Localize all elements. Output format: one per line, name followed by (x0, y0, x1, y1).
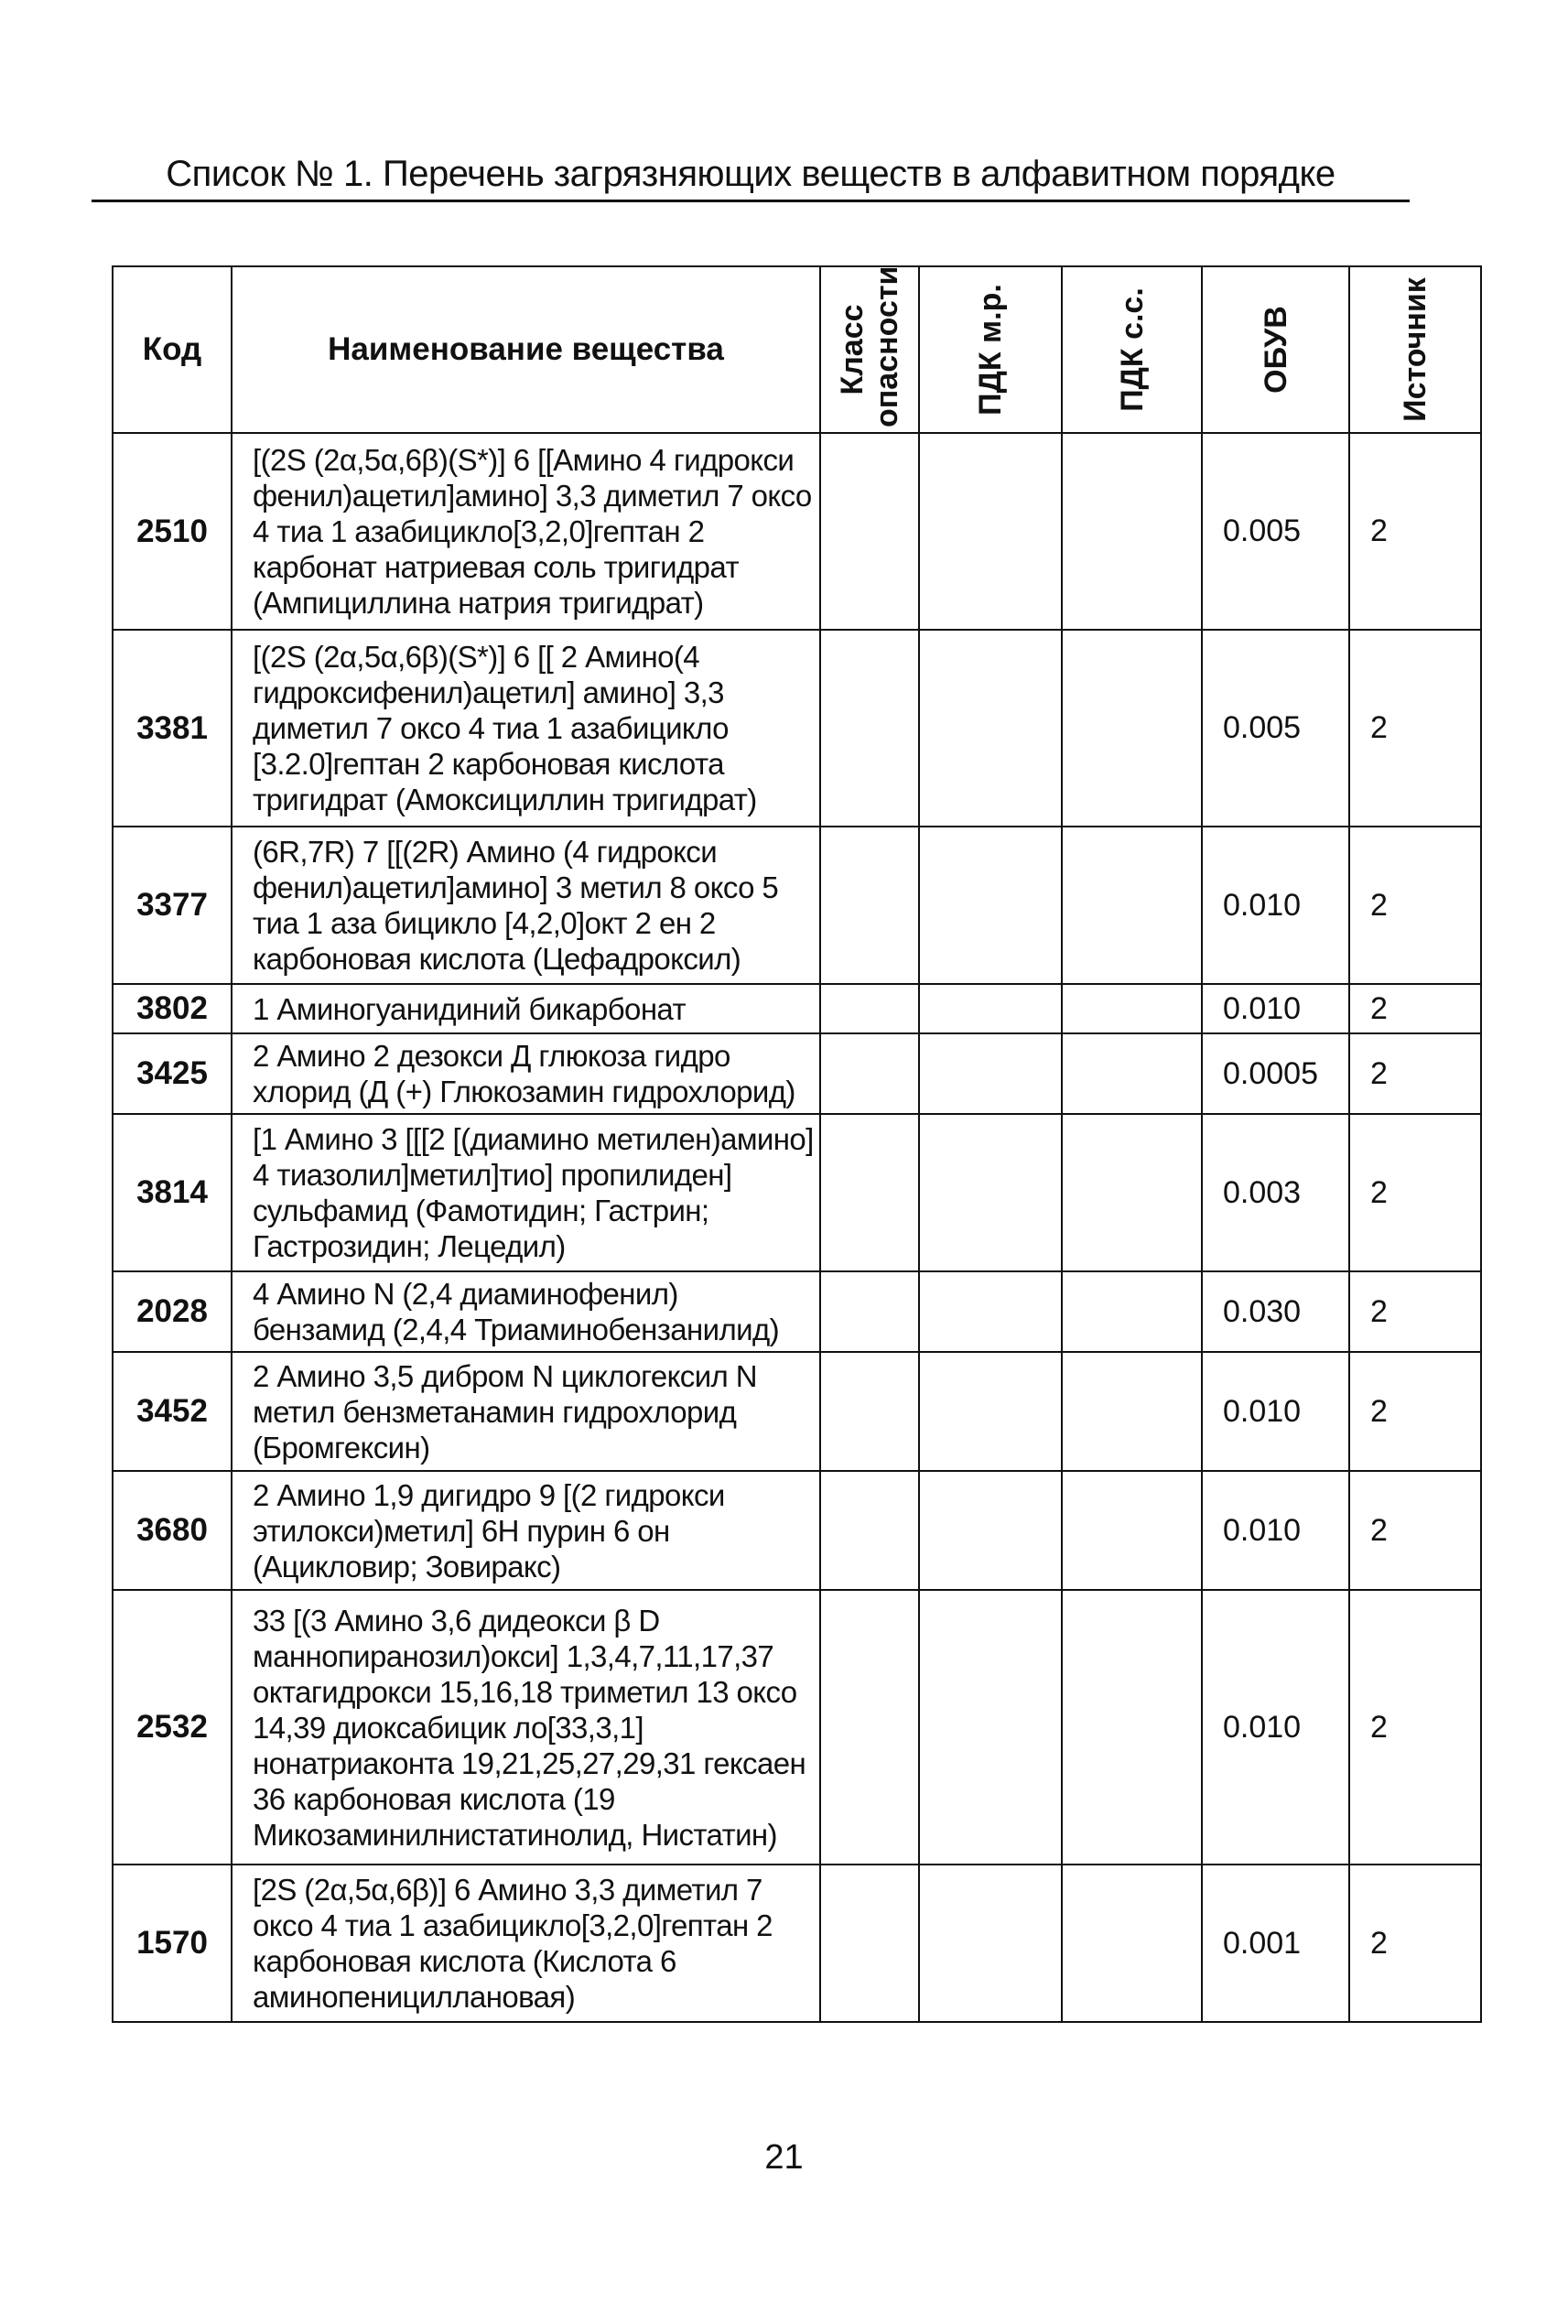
table-row (113, 1352, 1481, 1471)
page-title: Список № 1. Перечень загрязняющих веществ в алфавитном порядке (166, 154, 1336, 194)
cell-name: 2 Амино 2 дезокси Д глюкоза гидро хлорид (Д (+) Глюкозамин гидрохлорид) (232, 1033, 820, 1114)
cell-name: [(2S (2α,5α,6β)(S*)] 6 [[Амино 4 гидрокси фенил)ацетил]амино] 3,3 диметил 7 оксо 4 тиа 1 азабицикло[3,2,0]гептан 2 карбонат натриевая соль тригидрат (Ампициллина натрия тригидрат) (232, 433, 820, 630)
cell-pdk-ss (1062, 1590, 1202, 1865)
cell-pdk-mr (919, 1033, 1062, 1114)
cell-pdk-mr (919, 1590, 1062, 1865)
cell-obuv: 0.003 (1202, 1114, 1349, 1271)
cell-source: 2 (1349, 1471, 1481, 1590)
cell-pdk-mr (919, 1471, 1062, 1590)
col-header-obuv (1202, 266, 1349, 433)
cell-source: 2 (1349, 630, 1481, 827)
cell-source: 2 (1349, 1114, 1481, 1271)
cell-hazard-class (820, 827, 919, 984)
cell-obuv: 0.001 (1202, 1865, 1349, 2022)
cell-pdk-mr (919, 827, 1062, 984)
cell-code: 2028 (113, 1271, 232, 1352)
cell-code: 1570 (113, 1865, 232, 2022)
table-row (113, 630, 1481, 827)
cell-source: 2 (1349, 1865, 1481, 2022)
table-row (113, 1590, 1481, 1865)
cell-pdk-ss (1062, 827, 1202, 984)
title-divider (92, 200, 1410, 202)
cell-name: 1 Аминогуанидиний бикарбонат (232, 984, 820, 1033)
cell-source: 2 (1349, 1271, 1481, 1352)
cell-code: 3680 (113, 1471, 232, 1590)
table-row (113, 433, 1481, 630)
cell-obuv: 0.010 (1202, 1352, 1349, 1471)
col-header-hazard-class (820, 266, 919, 433)
cell-code: 3381 (113, 630, 232, 827)
cell-pdk-ss (1062, 1352, 1202, 1471)
col-header-pdk-mr (919, 266, 1062, 433)
cell-pdk-ss (1062, 1865, 1202, 2022)
cell-obuv: 0.010 (1202, 1590, 1349, 1865)
cell-obuv: 0.005 (1202, 433, 1349, 630)
cell-name: 33 [(3 Амино 3,6 дидеокси β D маннопиранозил)окси] 1,3,4,7,11,17,37 октагидрокси 15,16,18 триметил 13 оксо 14,39 диоксабицик ло[33,3,1] нонатриаконта 19,21,25,27,29,31 гексаен 36 карбоновая кислота (19 Микозаминилнистатинолид, Нистатин) (232, 1590, 820, 1865)
cell-code: 2510 (113, 433, 232, 630)
cell-hazard-class (820, 433, 919, 630)
cell-obuv: 0.010 (1202, 827, 1349, 984)
table-row (113, 1865, 1481, 2022)
cell-pdk-mr (919, 433, 1062, 630)
cell-code: 3452 (113, 1352, 232, 1471)
cell-pdk-ss (1062, 630, 1202, 827)
table-header (113, 266, 1481, 433)
cell-source: 2 (1349, 1033, 1481, 1114)
col-header-pdk-mr-label: ПДК м.р. (973, 284, 1008, 416)
cell-name: [(2S (2α,5α,6β)(S*)] 6 [[ 2 Амино(4 гидроксифенил)ацетил] амино] 3,3 диметил 7 оксо 4 тиа 1 азабицикло [3.2.0]гептан 2 карбоновая кислота тригидрат (Амоксициллин тригидрат) (232, 630, 820, 827)
cell-name: 2 Амино 3,5 дибром N циклогексил N метил бензметанамин гидрохлорид (Бромгексин) (232, 1352, 820, 1471)
cell-pdk-mr (919, 630, 1062, 827)
cell-pdk-ss (1062, 984, 1202, 1033)
table-row (113, 1471, 1481, 1590)
col-header-pdk-ss-label: ПДК с.с. (1114, 287, 1150, 412)
cell-hazard-class (820, 1865, 919, 2022)
page-number: 21 (764, 2138, 804, 2177)
cell-obuv: 0.010 (1202, 984, 1349, 1033)
cell-obuv: 0.030 (1202, 1271, 1349, 1352)
cell-source: 2 (1349, 827, 1481, 984)
cell-hazard-class (820, 1033, 919, 1114)
cell-hazard-class (820, 1352, 919, 1471)
cell-pdk-mr (919, 1271, 1062, 1352)
cell-code: 3802 (113, 984, 232, 1033)
cell-name: 2 Амино 1,9 дигидро 9 [(2 гидрокси этилокси)метил] 6Н пурин 6 он (Ацикловир; Зовиракс) (232, 1471, 820, 1590)
cell-pdk-mr (919, 1352, 1062, 1471)
col-header-name: Наименование вещества (232, 266, 820, 433)
cell-pdk-mr (919, 1114, 1062, 1271)
col-header-source (1349, 266, 1481, 433)
col-header-hazard-class-label: Класс опасности (835, 265, 904, 427)
col-header-code: Код (113, 266, 232, 433)
cell-code: 3814 (113, 1114, 232, 1271)
col-header-pdk-ss (1062, 266, 1202, 433)
cell-hazard-class (820, 1590, 919, 1865)
cell-name: [2S (2α,5α,6β)] 6 Амино 3,3 диметил 7 оксо 4 тиа 1 азабицикло[3,2,0]гептан 2 карбоновая кислота (Кислота 6 аминопенициллановая) (232, 1865, 820, 2022)
substances-table (112, 265, 1482, 2023)
substances-table-wrapper (112, 265, 1480, 2023)
table-row (113, 1033, 1481, 1114)
cell-pdk-ss (1062, 1271, 1202, 1352)
cell-pdk-mr (919, 984, 1062, 1033)
cell-name: [1 Амино 3 [[[2 [(диамино метилен)амино] 4 тиазолил]метил]тио] пропилиден] сульфамид (Фамотидин; Гастрин; Гастрозидин; Лецедил) (232, 1114, 820, 1271)
cell-name: (6R,7R) 7 [[(2R) Амино (4 гидрокси фенил)ацетил]амино] 3 метил 8 оксо 5 тиа 1 аза бицикло [4,2,0]окт 2 ен 2 карбоновая кислота (Цефадроксил) (232, 827, 820, 984)
cell-pdk-ss (1062, 1114, 1202, 1271)
table-row (113, 827, 1481, 984)
col-header-obuv-label: ОБУВ (1258, 306, 1293, 394)
cell-hazard-class (820, 630, 919, 827)
cell-source: 2 (1349, 433, 1481, 630)
cell-hazard-class (820, 984, 919, 1033)
header-row (113, 266, 1481, 433)
cell-code: 2532 (113, 1590, 232, 1865)
table-body (113, 433, 1481, 2022)
cell-pdk-mr (919, 1865, 1062, 2022)
cell-source: 2 (1349, 984, 1481, 1033)
col-header-source-label: Источник (1398, 277, 1433, 422)
cell-source: 2 (1349, 1590, 1481, 1865)
cell-pdk-ss (1062, 1033, 1202, 1114)
cell-code: 3377 (113, 827, 232, 984)
cell-obuv: 0.005 (1202, 630, 1349, 827)
cell-pdk-ss (1062, 433, 1202, 630)
cell-hazard-class (820, 1471, 919, 1590)
cell-hazard-class (820, 1271, 919, 1352)
table-row (113, 1114, 1481, 1271)
cell-source: 2 (1349, 1352, 1481, 1471)
cell-name: 4 Амино N (2,4 диаминофенил) бензамид (2,4,4 Триаминобензанилид) (232, 1271, 820, 1352)
cell-hazard-class (820, 1114, 919, 1271)
table-row (113, 984, 1481, 1033)
cell-obuv: 0.0005 (1202, 1033, 1349, 1114)
cell-obuv: 0.010 (1202, 1471, 1349, 1590)
cell-pdk-ss (1062, 1471, 1202, 1590)
cell-code: 3425 (113, 1033, 232, 1114)
table-row (113, 1271, 1481, 1352)
